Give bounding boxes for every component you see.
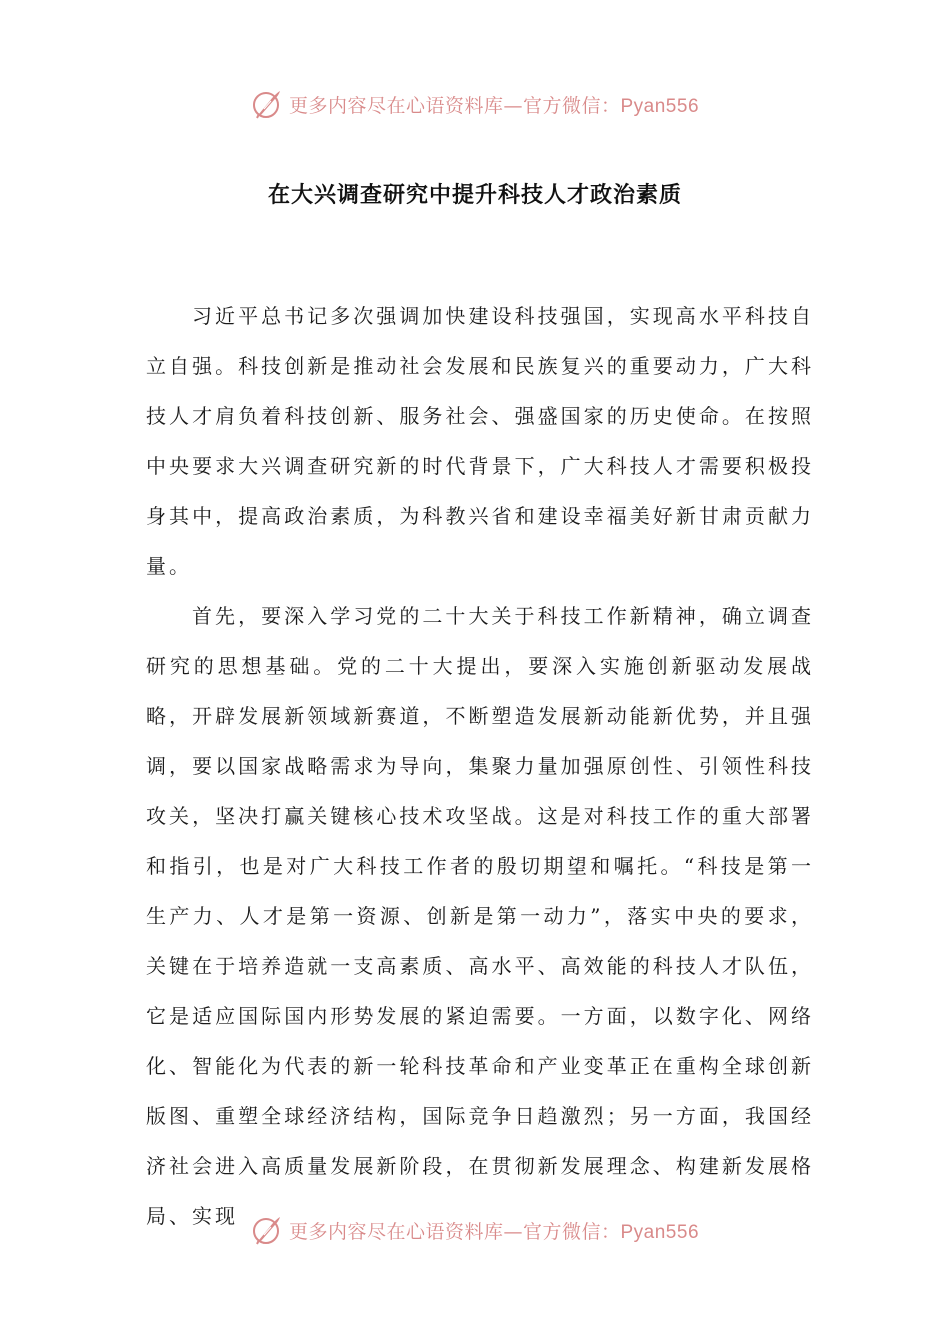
watermark-label: 官方微信：: [522, 94, 621, 117]
paragraph: 首先，要深入学习党的二十大关于科技工作新精神，确立调查研究的思想基础。党的二十大提出，要深入实施创新驱动发展战略，开辟发展新领域新赛道，不断塑造发展新动能新优势，并且强调，要以国家战略需求为导向，集聚力量加强原创性、引领性科技攻关，坚决打赢关键核心技术攻坚战。这是对科技工作的重大部署和指引，也是对广大科技工作者的殷切期望和嘱托。“科技是第一生产力、人才是第一资源、创新是第一动力”，落实中央的要求，关键在于培养造就一支高素质、高水平、高效能的科技人才队伍，它是适应国际国内形势发展的紧迫需要。一方面，以数字化、网络化、智能化为代表的新一轮科技革命和产业变革正在重构全球创新版图、重塑全球经济结构，国际竞争日趋激烈；另一方面，我国经济社会进入高质量发展新阶段，在贯彻新发展理念、构建新发展格局、实现: [146, 604, 814, 1228]
watermark-separator: —: [503, 94, 523, 117]
document-body: [146, 291, 814, 1241]
watermark-main: 更多内容尽在心语资料库: [288, 1220, 504, 1243]
quill-pen-logo-icon: [251, 88, 283, 120]
watermark-text: [289, 1217, 699, 1244]
paragraph: 习近平总书记多次强调加快建设科技强国，实现高水平科技自立自强。科技创新是推动社会发展和民族复兴的重要动力，广大科技人才肩负着科技创新、服务社会、强盛国家的历史使命。在按照中央要求大兴调查研究新的时代背景下，广大科技人才需要积极投身其中，提高政治素质，为科教兴省和建设幸福美好新甘肃贡献力量。: [146, 304, 814, 578]
watermark-separator: —: [503, 1220, 523, 1243]
watermark-id: Pyan556: [620, 95, 700, 117]
quill-pen-logo-icon: [251, 1214, 283, 1246]
footer-watermark: [0, 1210, 950, 1250]
watermark-text: [289, 91, 699, 118]
header-watermark: [0, 84, 950, 124]
watermark-id: Pyan556: [620, 1221, 700, 1243]
watermark-main: 更多内容尽在心语资料库: [288, 94, 504, 117]
document-title: 在大兴调查研究中提升科技人才政治素质: [267, 183, 682, 208]
watermark-label: 官方微信：: [522, 1220, 621, 1243]
